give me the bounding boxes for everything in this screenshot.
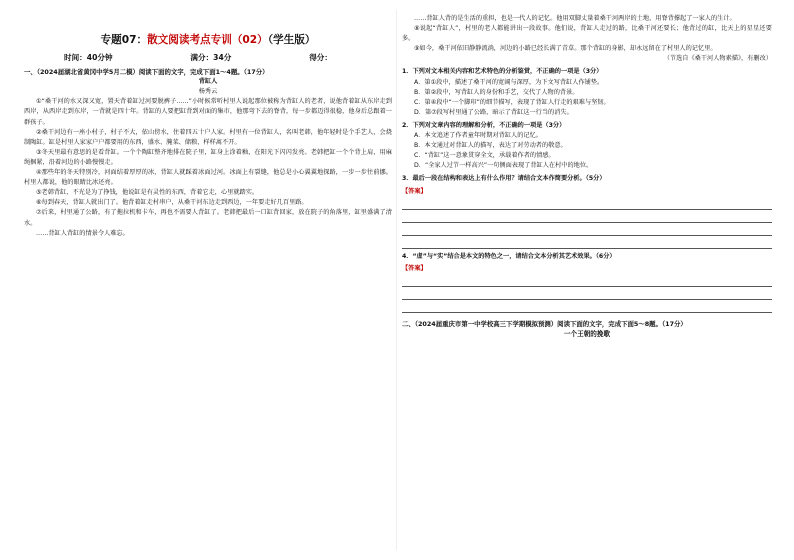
question-stem: 3．最后一段在结构和表达上有什么作用？请结合文本作简要分析。（5分） [402,175,606,183]
section-heading-1: 一、（2024届湖北省黄冈中学5月二模）阅读下面的文字，完成下面1～4题。（17分） [24,68,269,77]
option: A．本文追述了作者童年时期对背缸人的记忆。 [414,132,542,140]
option: D．“全家人过节一样高兴”一句侧面表现了背缸人在村中的地位。 [414,162,593,170]
title-prefix: 专题07： [100,34,148,46]
question-1 [402,67,772,117]
answer-line [402,287,772,300]
page-title [24,34,392,47]
title-suffix: （学生版） [267,34,316,46]
option: C．“背缸”这一意象贯穿全文，承载着作者的情感。 [414,152,555,160]
paragraph: ⑨如今，桑干河依旧静静流淌，河边的小路已经长满了青草。那个背缸的身影，却永远留在了村里人的记忆里。 [414,45,717,53]
answer-line [402,223,772,236]
essay-title: 背缸人 [198,78,218,86]
next-essay-title: 一个王朝的挽歌 [563,329,611,338]
right-column [402,14,772,339]
answer-line [402,274,772,287]
essay-author: 杨秀云 [198,88,218,96]
answer-line [402,210,772,223]
score-label: 满分：34分 [190,53,232,62]
option: D．第⑦段写村里通了公路，暗示了背缸这一行当的消失。 [414,108,573,116]
paragraph: ②桑干河边有一座小村子，村子不大，依山傍水，住着四五十户人家。村里有一位背缸人，名叫老韩，他年轻时是个手艺人，会烧制陶缸。缸是村里人家家户户都要用的东西，盛水、腌菜、储粮，样样离不开。 [24,128,392,146]
question-2 [402,121,772,171]
answer-label: 【答案】 [402,264,427,272]
question-stem: 2．下列对文章内容的理解和分析，不正确的一项是（3分） [402,121,566,129]
got-label: 得分： [309,53,332,62]
option: C．第④段中“一个脚印”的细节描写，表现了背缸人行走的艰难与坚韧。 [414,98,610,106]
question-3 [402,174,772,248]
answer-label: 【答案】 [402,187,427,195]
answer-line [402,300,772,313]
paragraph: ⑦后来，村里通了公路，有了拖拉机和卡车，再也不需要人背缸了。老韩把最后一口缸背回家，放在院子的角落里，缸里盛满了清水。 [24,209,392,227]
paragraph: ……背缸人背缸的情景令人难忘。 [36,229,129,237]
answer-area[interactable] [402,187,772,249]
answer-area[interactable] [402,264,772,313]
option: B．本文通过对背缸人的描写，表达了对劳动者的敬意。 [414,142,567,150]
paragraph: ……背缸人背的是生活的重担，也是一代人的记忆。他用双脚丈量着桑干河两岸的土地，用脊背撑起了一家人的生计。 [414,15,736,22]
time-label: 时间：40分钟 [64,53,113,62]
option: B．第②段中，写背缸人的身份和手艺，交代了人物的背景。 [414,88,579,96]
exam-meta [24,53,392,63]
column-divider [396,10,397,550]
paragraph: ⑥每到春天，背缸人就出门了。他背着缸走村串户，从桑干河东边走到西边，一年要走好几百里路。 [36,199,308,207]
answer-line [402,197,772,210]
question-4 [402,252,772,313]
paragraph: ④那些年的冬天特别冷，河面结着厚厚的冰，背缸人就踩着冰面过河。冰面上有裂缝，他总是小心翼翼地探路，一步一步往前挪。村里人都说，他的眼睛比冰还亮。 [24,169,392,187]
paragraph: ③冬天里最有意思的是看背缸。一个个陶缸整齐地排在院子里，缸身上涂着釉，在阳光下闪闪发亮。老韩把缸一个个背上肩，用麻绳捆紧，沿着河边的小路慢慢走。 [24,148,392,166]
question-stem: 4．“虚”与“实”结合是本文的特色之一，请结合文本分析其艺术效果。（6分） [402,252,616,260]
title-highlight: 散文阅读考点专训（02） [147,34,268,46]
question-stem: 1．下列对文本相关内容和艺术特色的分析鉴赏，不正确的一项是（3分） [402,68,603,76]
option: A．第①段中，描述了桑干河的宽阔与深厚，为下文写背缸人作铺垫。 [414,78,604,86]
section-heading-2: 二、（2024届重庆市第一中学校高三下学期模拟预测）阅读下面的文字，完成下面5～8题。（17分） [402,319,687,328]
source-citation: （节选自《桑干河人物素描》，有删改） [663,55,772,63]
paragraph: ⑧说起“背缸人”，村里的老人都能讲出一段故事。他们说，背缸人走过的路，比桑干河还要长；他背过的缸，比天上的星星还要多。 [402,25,772,43]
answer-line [402,236,772,249]
left-column [24,14,392,239]
paragraph: ①“桑干河的水又深又宽，置天背着缸过河要脱裤子……”小时候常听村里人说起那位被称为背缸人的老者，说他背着缸从东岸走到西岸，从西岸走到东岸，一背就是四十年。背缸的人要把缸背到对面的集市，他那弯下去的脊背，每一步都迈得很稳，他身后总跟着一群孩子。 [24,98,392,126]
paragraph: ⑤老韩背缸，不光是为了挣钱，他说缸是有灵性的东西，背着它走，心里就踏实。 [36,189,259,197]
